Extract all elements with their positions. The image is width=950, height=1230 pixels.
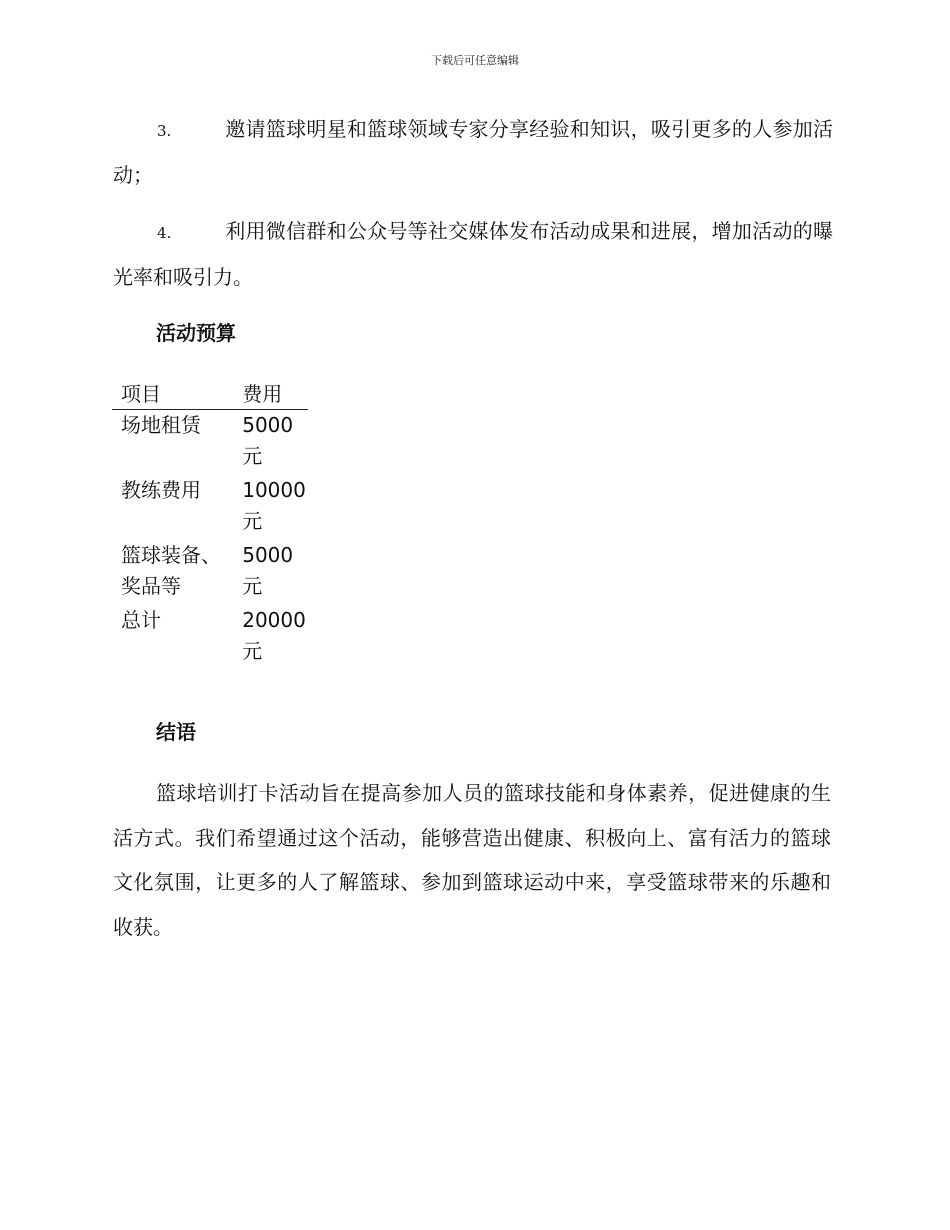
table-row: [112, 475, 308, 540]
list-item-3: [113, 107, 833, 197]
table-header-row: [112, 377, 308, 410]
table-row: [112, 605, 308, 670]
table-row: [112, 540, 308, 605]
table-cell-item: 教练费用: [121, 478, 201, 502]
table-cell-cost: 20000元: [242, 608, 306, 663]
list-item-4: [113, 209, 833, 299]
page-header: 下载后可任意编辑: [431, 54, 519, 67]
column-header-item: 项目: [112, 377, 230, 410]
column-header-cost: 费用: [230, 377, 308, 410]
table-cell-cost: 10000元: [242, 478, 306, 533]
table-cell-cost: 5000元: [242, 543, 294, 598]
table-cell-cost: 5000元: [242, 413, 294, 468]
table-row: [112, 410, 308, 476]
conclusion-heading: 结语: [156, 720, 196, 744]
table-cell-item: 场地租赁: [121, 413, 201, 437]
conclusion-paragraph: 篮球培训打卡活动旨在提高参加人员的篮球技能和身体素养，促进健康的生活方式。我们希望通过这个活动，能够营造出健康、积极向上、富有活力的篮球文化氛围，让更多的人了解篮球、参加到篮球运动中来，享受篮球带来的乐趣和收获。: [113, 781, 831, 940]
budget-table: [112, 377, 308, 670]
list-number: 4.: [157, 224, 172, 242]
list-item-text: 邀请篮球明星和篮球领域专家分享经验和知识，吸引更多的人参加活动；: [113, 117, 833, 187]
table-cell-item: 总计: [121, 608, 161, 632]
table-cell-item: 篮球装备、奖品等: [121, 543, 221, 598]
budget-heading: 活动预算: [156, 321, 236, 345]
list-number: 3.: [157, 122, 172, 140]
list-item-text: 利用微信群和公众号等社交媒体发布活动成果和进展，增加活动的曝光率和吸引力。: [113, 219, 833, 289]
